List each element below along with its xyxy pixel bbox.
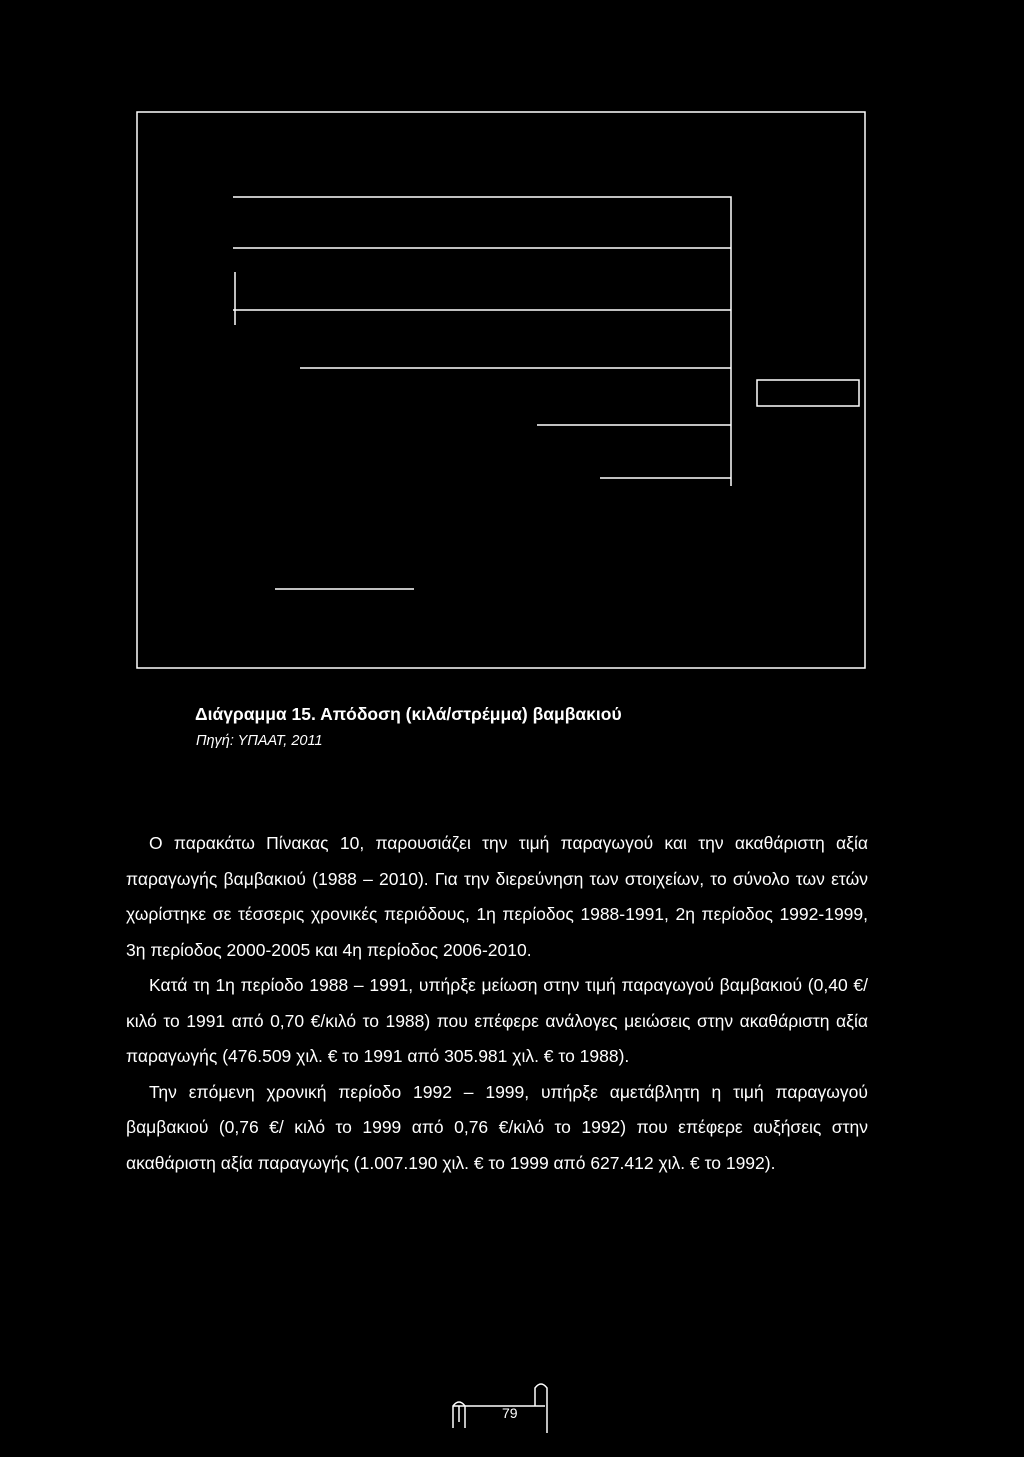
paragraph: Κατά τη 1η περίοδο 1988 – 1991, υπήρξε μείωση στην τιμή παραγωγού βαμβακιού (0,40 €/ κιλό το 1991 από 0,70 €/κιλό το 1988) που επέφερε ανάλογες μειώσεις στην ακαθάριστη αξία παραγωγής (476.509 χιλ. € το 1991 από 305.981 χιλ. € το 1988). — [126, 975, 868, 1066]
figure-caption: Διάγραμμα 15. Απόδοση (κιλά/στρέμμα) βαμβακιού — [195, 704, 622, 724]
page-number: 79 — [502, 1405, 518, 1421]
paragraph: Ο παρακάτω Πίνακας 10, παρουσιάζει την τιμή παραγωγού και την ακαθάριστη αξία παραγωγής βαμβακιού (1988 – 2010). Για την διερεύνηση των στοιχείων, το σύνολο των ετών χωρίστηκε σε τέσσερις χρονικές περιόδους, 1η περίοδος 1988-1991, 2η περίοδος 1992-1999, 3η περίοδος 2000-2005 και 4η περίοδος 2006-2010. — [126, 833, 868, 960]
figure-source: Πηγή: ΥΠΑΑΤ, 2011 — [196, 733, 323, 749]
body-text — [126, 826, 868, 1181]
chart-figure — [0, 0, 1024, 700]
chart-line — [233, 197, 731, 486]
paragraph: Την επόμενη χρονική περίοδο 1992 – 1999, υπήρξε αμετάβλητη η τιμή παραγωγού βαμβακιού (0,76 €/ κιλό το 1999 από 0,76 €/κιλό το 1992) που επέφερε αυξήσεις στην ακαθάριστη αξία παραγωγής (1.007.190 χιλ. € το 1999 από 627.412 χιλ. € το 1992). — [126, 1081, 868, 1173]
page-number-ornament-icon — [445, 1378, 555, 1438]
legend-box — [757, 380, 859, 406]
chart-frame — [137, 112, 865, 668]
